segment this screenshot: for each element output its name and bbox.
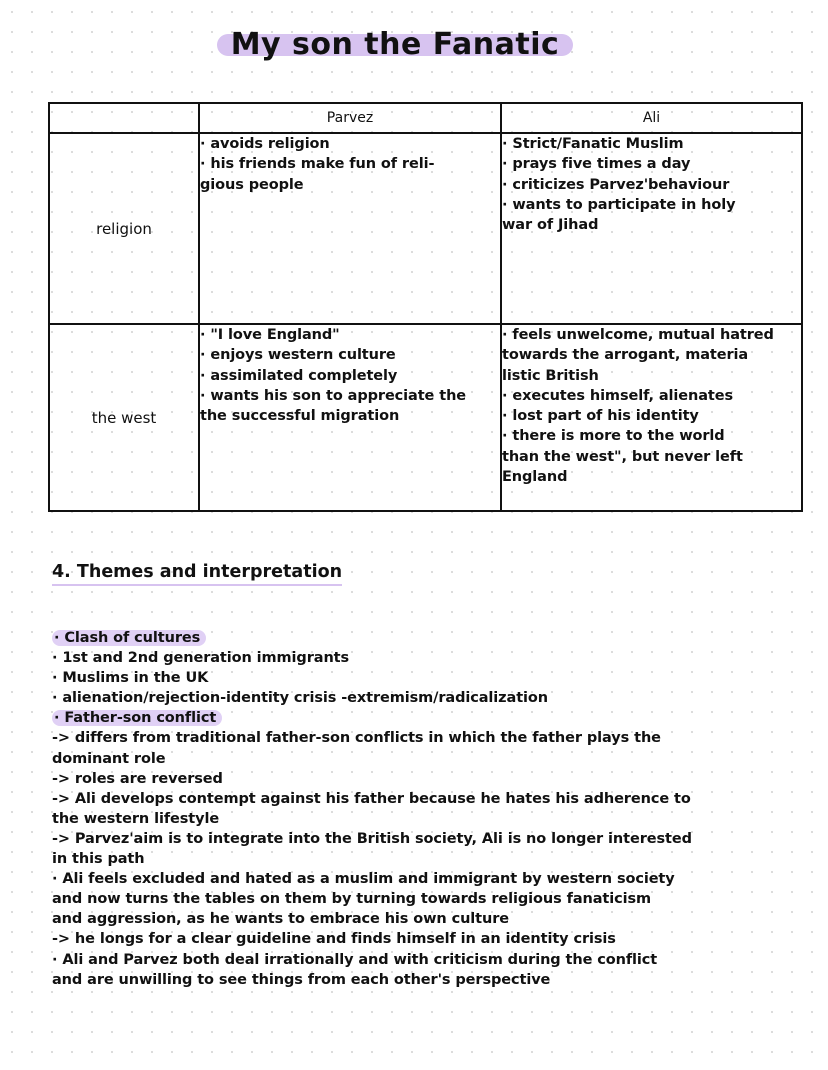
list-item: and aggression, as he wants to embrace his own culture bbox=[52, 911, 510, 928]
list-item bbox=[52, 628, 692, 648]
table-row-religion bbox=[49, 133, 802, 324]
list-item: and now turns the tables on them by turning towards religious fanaticism bbox=[52, 891, 652, 908]
page-title: My son the Fanatic bbox=[217, 26, 574, 64]
cell-line: · executes himself, alienates bbox=[502, 387, 734, 404]
section-heading: 4. Themes and interpretation bbox=[52, 560, 342, 586]
cell-line: listic British bbox=[502, 367, 599, 384]
cell-line: · wants to participate in holy bbox=[502, 196, 736, 213]
themes-list bbox=[52, 628, 692, 990]
cell-line: · enjoys western culture bbox=[200, 347, 396, 364]
list-item: · alienation/rejection-identity crisis -extremism/radicalization bbox=[52, 690, 548, 707]
highlighted-text: · Father-son conflict bbox=[52, 710, 222, 726]
table-header-row bbox=[49, 103, 802, 133]
list-item: the western lifestyle bbox=[52, 810, 220, 827]
cell-religion-ali bbox=[501, 133, 802, 324]
cell-line: · avoids religion bbox=[200, 136, 330, 152]
cell-religion-parvez bbox=[199, 133, 501, 324]
row-label-religion: religion bbox=[49, 133, 199, 324]
cell-west-ali bbox=[501, 324, 802, 511]
list-item: · Ali and Parvez both deal irrationally and with criticism during the conflict bbox=[52, 951, 658, 968]
list-item: · Muslims in the UK bbox=[52, 670, 209, 687]
list-item: in this path bbox=[52, 851, 145, 868]
cell-line: war of Jihad bbox=[502, 217, 599, 234]
title-container bbox=[0, 26, 790, 64]
header-ali: Ali bbox=[501, 103, 802, 133]
cell-line: · wants his son to appreciate the bbox=[200, 387, 467, 404]
cell-line: than the west", but never left bbox=[502, 448, 743, 465]
list-item: · 1st and 2nd generation immigrants bbox=[52, 650, 350, 667]
cell-line: · lost part of his identity bbox=[502, 408, 699, 425]
table-row-the-west bbox=[49, 324, 802, 511]
cell-line: · criticizes Parvez'behaviour bbox=[502, 176, 730, 193]
list-item: · Ali feels excluded and hated as a muslim and immigrant by western society bbox=[52, 871, 675, 888]
cell-west-parvez bbox=[199, 324, 501, 511]
list-item: -> he longs for a clear guideline and finds himself in an identity crisis bbox=[52, 931, 616, 948]
list-item bbox=[52, 708, 692, 728]
list-item: dominant role bbox=[52, 750, 166, 767]
cell-line: · there is more to the world bbox=[502, 428, 725, 445]
cell-line: · feels unwelcome, mutual hatred bbox=[502, 327, 774, 343]
list-item: -> roles are reversed bbox=[52, 770, 223, 787]
cell-line: · Strict/Fanatic Muslim bbox=[502, 136, 684, 152]
list-item: -> Ali develops contempt against his father because he hates his adherence to bbox=[52, 790, 691, 807]
highlighted-text: · Clash of cultures bbox=[52, 630, 206, 646]
list-item: -> differs from traditional father-son conflicts in which the father plays the bbox=[52, 730, 661, 747]
comparison-table bbox=[48, 102, 803, 512]
cell-line: towards the arrogant, materia bbox=[502, 347, 749, 364]
header-empty-cell bbox=[49, 103, 199, 133]
cell-line: England bbox=[502, 469, 568, 486]
cell-line: · "I love England" bbox=[200, 327, 340, 343]
cell-line: the successful migration bbox=[200, 408, 400, 425]
header-parvez: Parvez bbox=[199, 103, 501, 133]
cell-line: · his friends make fun of reli- bbox=[200, 156, 435, 173]
list-item: and are unwilling to see things from each other's perspective bbox=[52, 971, 551, 988]
cell-line: gious people bbox=[200, 176, 304, 193]
cell-line: · prays five times a day bbox=[502, 156, 691, 173]
cell-line: · assimilated completely bbox=[200, 367, 398, 384]
list-item: -> Parvez'aim is to integrate into the British society, Ali is no longer interested bbox=[52, 830, 692, 847]
row-label-the-west: the west bbox=[49, 324, 199, 511]
